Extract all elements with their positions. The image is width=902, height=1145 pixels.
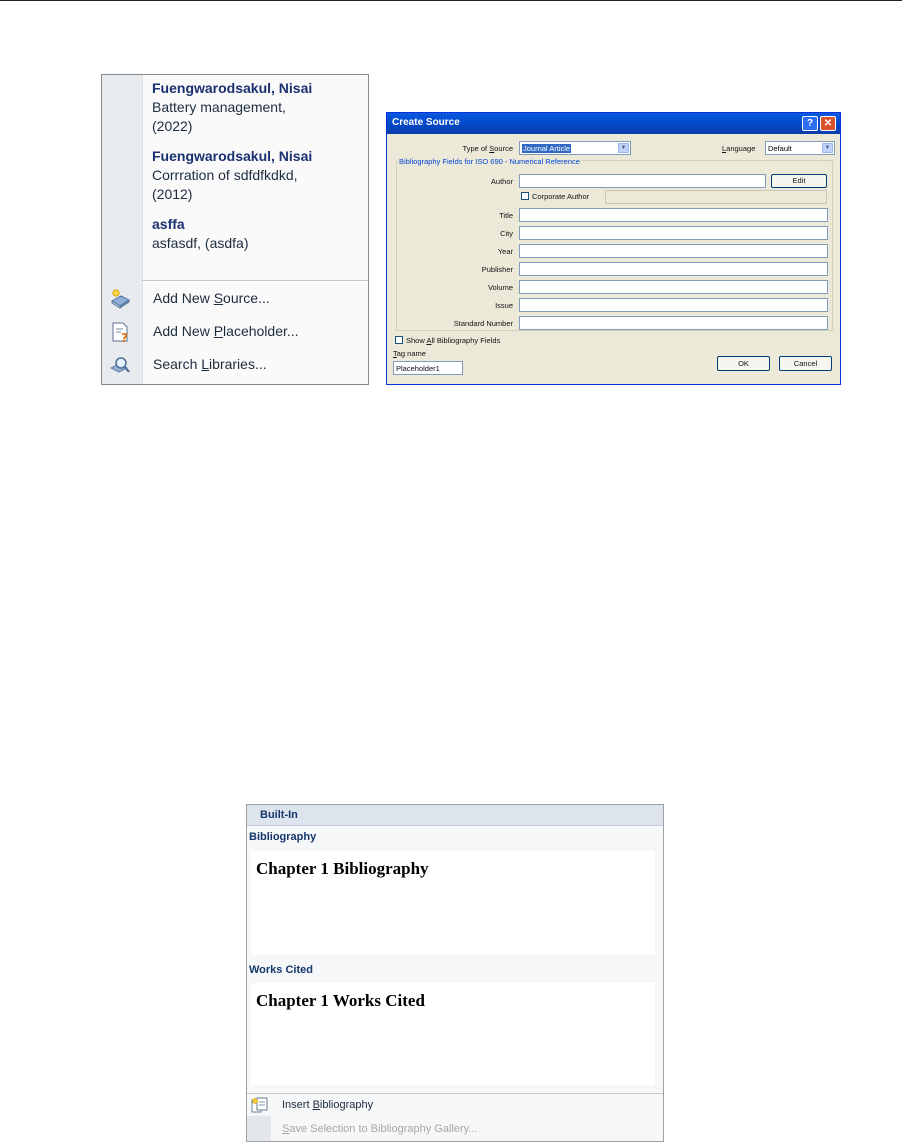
language-select[interactable]: Default ▼: [765, 141, 835, 155]
dialog-titlebar: [387, 113, 840, 134]
insert-bibliography-label: Insert Bibliography: [282, 1099, 374, 1111]
field-label: Standard Number: [453, 319, 513, 328]
field-label: Title: [499, 211, 513, 220]
search-libraries-icon: [108, 353, 132, 377]
menu-item-label: Search Libraries...: [153, 356, 267, 372]
corporate-author-label: Corporate Author: [532, 192, 590, 201]
author-input[interactable]: [519, 174, 766, 188]
author-label: Author: [490, 177, 513, 186]
field-label: Volume: [487, 283, 513, 292]
bibliography-gallery: [246, 804, 664, 1142]
citation-source-item[interactable]: [152, 215, 366, 253]
source-author: Fuengwarodsakul, Nisai: [152, 80, 313, 96]
insert-bibliography-item[interactable]: [247, 1094, 663, 1116]
help-icon[interactable]: ?: [802, 116, 818, 131]
type-of-source-select[interactable]: Journal Article ▼: [519, 141, 631, 155]
chevron-down-icon: ▼: [822, 143, 833, 153]
search-libraries-menu-item[interactable]: [102, 350, 368, 380]
section-title: Works Cited: [249, 964, 313, 976]
menu-item-label: Add New Placeholder...: [153, 323, 299, 339]
city-input[interactable]: [519, 226, 828, 240]
chevron-down-icon: ▼: [618, 143, 629, 153]
gallery-icon-gutter: [247, 1116, 271, 1142]
menu-item-label: Add New Source...: [153, 290, 270, 306]
menu-separator: [142, 280, 368, 281]
gallery-header: Built-In: [247, 805, 663, 826]
add-placeholder-icon: [108, 320, 132, 344]
source-title: Battery management,: [152, 99, 286, 115]
close-icon[interactable]: ✕: [820, 116, 836, 131]
standard-number-input[interactable]: [519, 316, 828, 330]
section-title: Bibliography: [249, 831, 317, 843]
corporate-author-input: [605, 190, 827, 204]
bibliography-gallery-item[interactable]: [251, 851, 655, 955]
corporate-author-checkbox[interactable]: [521, 192, 529, 200]
citation-source-item[interactable]: [152, 147, 366, 204]
year-input[interactable]: [519, 244, 828, 258]
insert-bibliography-icon: [251, 1096, 269, 1114]
type-of-source-label: Type of Source: [462, 144, 513, 153]
tag-name-label: Tag name: [393, 349, 426, 358]
create-source-dialog: [386, 112, 841, 385]
citation-source-item[interactable]: [152, 79, 366, 136]
save-selection-to-gallery-item: Save Selection to Bibliography Gallery...: [282, 1123, 478, 1135]
field-label: Issue: [495, 301, 513, 310]
gallery-item-preview: Chapter 1 Bibliography: [256, 859, 429, 878]
source-year: (2012): [152, 186, 193, 202]
field-label: Publisher: [481, 265, 513, 274]
tag-name-input[interactable]: Placeholder1: [393, 361, 463, 375]
volume-input[interactable]: [519, 280, 828, 294]
edit-author-button[interactable]: Edit: [771, 174, 827, 188]
add-source-icon: [108, 287, 132, 311]
add-new-placeholder-menu-item[interactable]: [102, 317, 368, 347]
source-title: Corrration of sdfdfkdkd,: [152, 167, 298, 183]
ok-button[interactable]: OK: [717, 356, 770, 371]
language-label: Language: [722, 144, 756, 153]
cancel-button[interactable]: Cancel: [779, 356, 832, 371]
dialog-title: Create Source: [392, 117, 460, 128]
publisher-input[interactable]: [519, 262, 828, 276]
title-input[interactable]: [519, 208, 828, 222]
issue-input[interactable]: [519, 298, 828, 312]
works-cited-gallery-item[interactable]: [251, 983, 655, 1085]
page-top-rule: [0, 0, 902, 1]
source-author: Fuengwarodsakul, Nisai: [152, 148, 313, 164]
source-author: asffa: [152, 216, 185, 232]
source-title: asfasdf, (asdfa): [152, 235, 249, 251]
group-title: Bibliography Fields for ISO 690 - Numerical Reference: [399, 157, 580, 166]
show-all-fields-checkbox[interactable]: [395, 336, 403, 344]
field-label: Year: [497, 247, 513, 256]
svg-text:?: ?: [121, 331, 128, 344]
field-label: City: [500, 229, 513, 238]
show-all-fields-label: Show All Bibliography Fields: [406, 336, 501, 345]
add-new-source-menu-item[interactable]: [102, 284, 368, 314]
source-year: (2022): [152, 118, 193, 134]
insert-citation-menu: [101, 74, 369, 385]
gallery-item-preview: Chapter 1 Works Cited: [256, 991, 425, 1010]
